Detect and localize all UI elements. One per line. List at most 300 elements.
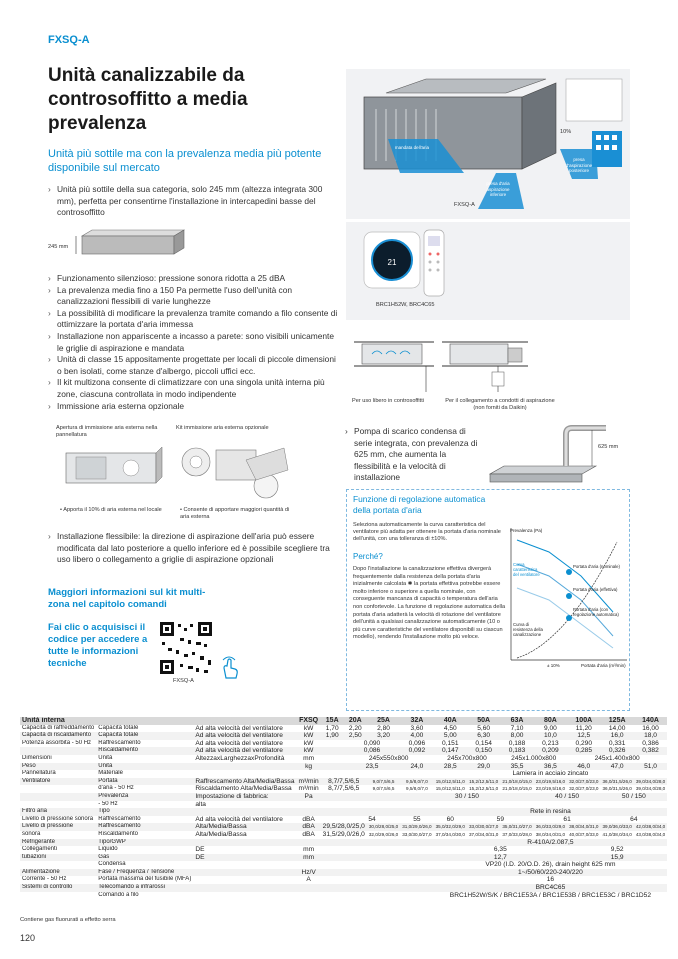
table-cell <box>367 770 400 778</box>
table-cell: d'aria - 50 Hz <box>98 785 134 792</box>
table-cell: Potenza assorbita - 50 Hz <box>22 739 92 746</box>
table-cell <box>193 861 296 869</box>
table-cell: 0,386 <box>642 739 659 747</box>
table-cell <box>367 892 400 900</box>
chart-annotation: Curva di resistenza della canalizzazione <box>513 622 543 637</box>
bullet-marker: › <box>345 426 348 436</box>
table-row <box>20 740 667 748</box>
table-cell: 2,80 <box>377 724 390 732</box>
table-cell: Collegamenti <box>22 846 58 853</box>
table-cell <box>367 846 400 854</box>
table-cell <box>367 854 400 862</box>
table-cell <box>367 884 400 892</box>
table-cell: Tipo <box>96 808 193 816</box>
table-cell <box>467 801 500 809</box>
table-cell: Ad alta velocità del ventilatore <box>195 815 283 823</box>
table-cell: Unità <box>96 763 193 771</box>
table-cell: 6,30 <box>467 732 500 740</box>
table-header-cell: 15A <box>321 717 344 725</box>
table-cell: 40 / 150 <box>534 793 601 801</box>
chart-tolerance: ± 10% <box>547 663 560 668</box>
table-cell: Corrente - 50 Hz <box>22 876 67 883</box>
page-title: Unità canalizzabile da controsoffitto a media prevalenza <box>48 65 248 134</box>
table-header-cell: 20A <box>344 717 367 725</box>
fresh-air-right-note-text: Consente di apportare maggiori quantità di aria esterna <box>180 507 290 520</box>
table-cell: Hz/V <box>297 869 321 877</box>
table-cell: 30 / 150 <box>400 793 534 801</box>
chart-annotation: Portata d'aria (nominale) <box>573 564 620 569</box>
table-cell: Fase / Frequenza / Tensione <box>96 869 193 877</box>
table-cell: mm <box>297 854 321 862</box>
table-cell: 14,00 <box>608 724 626 732</box>
table-cell <box>367 861 400 869</box>
table-cell <box>297 884 321 892</box>
bullet: › Immissione aria esterna opzionale <box>48 401 338 413</box>
duct-install-illustration <box>440 338 530 394</box>
table-cell <box>344 884 367 892</box>
table-cell: Filtro aria <box>20 808 96 816</box>
bullet-list-b <box>48 273 338 412</box>
table-cell: 18,0 <box>634 732 667 740</box>
table-cell <box>367 793 400 801</box>
chart-point <box>566 569 572 575</box>
table-header-cell: Unità interna <box>20 717 96 725</box>
table-cell: m³/min <box>298 785 319 793</box>
table-cell: mm <box>303 846 315 854</box>
table-cell: 6,35 <box>493 846 507 854</box>
table-cell: 33,0/30,0/27,0 <box>402 831 432 837</box>
table-cell: 15,2/12,5/11,0 <box>467 778 500 786</box>
table-cell: Riscaldamento Alta/Media/Bassa <box>195 785 292 793</box>
table-cell: 0,150 <box>467 747 500 755</box>
table-cell: 9,0/7,5/6,5 <box>372 786 395 792</box>
fan-curve <box>517 588 613 648</box>
table-cell <box>344 861 367 869</box>
bullet: › Il kit multizona consente di climatizzare con una singola unità interna più zone, ciascuna controllata in modo indipendente <box>48 377 338 400</box>
table-cell <box>400 869 433 877</box>
table-cell: Livello di pressione sonora <box>22 815 94 822</box>
qr-code[interactable] <box>158 620 214 676</box>
table-row <box>20 869 667 877</box>
table-header-cell: 80A <box>534 717 567 725</box>
table-cell: 0,090 <box>363 739 381 747</box>
free-install-caption: Per uso libero in controsoffitti <box>352 398 425 404</box>
table-cell: Tipo/GWP <box>96 839 193 847</box>
table-row <box>20 861 667 869</box>
table-cell: 1,90 <box>321 732 344 740</box>
table-cell: kW <box>303 724 314 732</box>
table-cell <box>367 869 400 877</box>
table-cell: kW <box>303 739 314 747</box>
table-cell: Impostazione di fabbrica: <box>193 793 296 801</box>
bullet: › La possibilità di modificare la prevalenza tramite comando a filo consente di ottimizzare la portata d'aria immessa <box>48 308 338 331</box>
fresh-air-right-note: • Consente di apportare maggiori quantità di aria esterna <box>180 507 290 520</box>
table-row <box>20 732 667 740</box>
table-cell: Sistemi di controllo <box>20 884 96 892</box>
table-cell: 8,7/7,5/6,5 <box>321 778 367 786</box>
table-cell: 37,0/33,0/28,0 <box>502 831 532 837</box>
table-cell: kW <box>297 747 321 755</box>
table-cell: dBA <box>297 823 321 831</box>
table-cell: 0,151 <box>442 739 459 747</box>
bullet: › Installazione flessibile: la direzione di aspirazione dell'aria può essere modificata dal lato posteriore a quello inferiore ed è possibile scegliere tra uso libero o collegamento a griglie di aspirazione opzionali <box>48 531 338 566</box>
auto-airflow-title: Funzione di regolazione automatica della portata d'aria <box>353 494 486 515</box>
table-cell: 5,60 <box>477 724 491 732</box>
table-row <box>20 831 667 839</box>
table-cell <box>321 763 344 771</box>
table-cell: 9,5/8,0/7,0 <box>406 786 428 792</box>
table-cell <box>193 839 296 847</box>
table-cell: 16,0 <box>600 732 633 740</box>
table-cell <box>367 801 400 809</box>
table-cell: 37,0/34,0/30,0 <box>435 831 465 837</box>
table-cell: Riscaldamento <box>98 830 138 837</box>
rear-intake-label: presa d'aspirazione posteriore <box>565 157 593 173</box>
table-header-row <box>20 717 667 725</box>
table-cell <box>500 801 533 809</box>
table-cell: 36,5 <box>534 763 567 771</box>
table-cell: 12,5 <box>567 732 600 740</box>
model-tag: FXSQ-A <box>48 34 90 46</box>
table-cell: 5,00 <box>434 732 467 740</box>
table-cell: 31,0/29,0/26,0 <box>402 824 432 830</box>
table-cell: 0,331 <box>608 739 626 747</box>
table-cell <box>297 861 321 869</box>
table-cell: 35,5 <box>500 763 533 771</box>
fresh-air-left-note-text: Apporta il 10% di aria esterna nel locale <box>63 507 162 513</box>
table-cell: 2,20 <box>348 724 362 732</box>
table-cell: 0,290 <box>575 739 593 747</box>
table-cell: Capacità di raffreddamento <box>22 724 95 731</box>
table-cell: Livello di pressione <box>20 823 96 831</box>
table-cell: 37,0/34,0/31,0 <box>468 831 499 837</box>
table-cell: 24,0 <box>400 763 433 771</box>
table-cell: 30,0/28,0/25,0 <box>368 824 399 830</box>
duct-install-caption: Per il collegamento a condotti di aspirazione (non forniti da Daikin) <box>445 398 555 411</box>
table-row <box>20 801 667 809</box>
table-cell: 8,00 <box>500 732 533 740</box>
table-cell: Refrigerante <box>20 839 96 847</box>
table-cell: 4,50 <box>443 724 457 732</box>
table-cell: Dimensioni <box>22 754 52 761</box>
table-cell: 12,7 <box>434 854 568 862</box>
table-cell: Telecomando a infrarossi <box>96 884 193 892</box>
fresh-air-left-title: Apertura di immissione aria esterna nella pannellatura <box>56 425 158 438</box>
table-cell <box>297 892 321 900</box>
table-cell: 0,382 <box>634 747 667 755</box>
chart-annotation: Portata d'aria (con regolazione automatica) <box>573 607 619 617</box>
table-cell: Liquido <box>98 846 118 853</box>
table-cell <box>321 793 344 801</box>
table-cell <box>321 816 344 824</box>
table-cell <box>20 892 96 900</box>
table-cell: Condensa <box>98 861 126 868</box>
table-cell: 55 <box>413 815 421 823</box>
table-cell <box>193 808 296 816</box>
table-header-cell: 25A <box>367 717 400 725</box>
bullet: › La prevalenza media fino a 150 Pa permette l'uso dell'unità con canalizzazioni flessibili di varie lunghezze <box>48 285 338 308</box>
table-cell: 38,0/34,0/31,0 <box>569 824 599 830</box>
drain-dimension: 625 mm <box>598 444 619 450</box>
auto-airflow-intro: Seleziona automaticamente la curva caratteristica del ventilatore più adatta per ottenere la portata d'aria nominale dell'unità, con una tolleranza di ±10%. <box>353 522 501 542</box>
table-cell: Raffrescamento <box>96 823 193 831</box>
table-cell: 0,188 <box>508 739 526 747</box>
table-cell: 32,0/27,0/23,0 <box>569 778 599 784</box>
drain-pump-desc: Pompa di scarico condensa di serie integrata, con prevalenza di 625 mm, che aumenta la flessibilità e la velocità di installazione <box>354 426 478 483</box>
table-cell: 31,5/29,0/26,0 <box>322 830 365 838</box>
table-cell: Ad alta velocità del ventilatore <box>193 747 296 755</box>
table-cell: 15,0/12,5/11,0 <box>435 786 465 792</box>
table-cell: 36,0/33,0/29,0 <box>535 824 566 830</box>
table-header-cell: 32A <box>400 717 433 725</box>
chart-annotation: Portata d'aria (effettiva) <box>573 587 618 592</box>
chart-annotation: Curva caratteristica del ventilatore <box>513 562 540 577</box>
table-cell <box>567 801 600 809</box>
table-cell <box>634 801 667 809</box>
table-row <box>20 884 667 892</box>
table-cell: 1~/50/60/220-240/220 <box>434 869 668 877</box>
table-cell: Prevalenza <box>96 793 193 801</box>
table-cell: DE <box>195 846 205 854</box>
table-cell: 0,147 <box>434 747 467 755</box>
table-cell: Raffrescamento <box>98 815 141 822</box>
table-cell: 1,70 <box>325 724 339 732</box>
table-cell <box>344 801 367 809</box>
table-cell: Rete in resina <box>434 808 668 816</box>
table-cell <box>321 770 344 778</box>
table-cell <box>344 876 367 884</box>
hero-caption: FXSQ-A <box>454 202 475 208</box>
table-cell <box>400 846 433 854</box>
qr-prompt: Fai clic o acquisisci il codice per accedere a tutte le informazioni tecniche <box>48 622 148 669</box>
table-cell: 40,0/37,0/33,0 <box>569 831 599 837</box>
table-cell <box>20 861 96 869</box>
table-cell: dBA <box>302 830 315 838</box>
table-cell <box>321 808 344 816</box>
table-cell <box>344 770 367 778</box>
table-header-cell: 50A <box>467 717 500 725</box>
table-cell: Pa <box>297 793 321 801</box>
table-cell: A <box>306 876 311 884</box>
table-cell: Alta/Media/Bassa <box>195 830 247 838</box>
table-cell <box>297 839 321 847</box>
table-cell: 8,7/7,5/6,5 <box>328 785 360 793</box>
table-cell <box>344 839 367 847</box>
table-cell <box>321 861 344 869</box>
table-cell <box>321 846 344 854</box>
table-header-cell: 100A <box>567 717 600 725</box>
table-cell: Capacità totale <box>96 732 193 740</box>
table-cell: 29,0 <box>467 763 500 771</box>
table-cell: 33,0/30,0/27,0 <box>468 824 499 830</box>
table-cell: 0,086 <box>344 747 400 755</box>
table-header-cell: 63A <box>500 717 533 725</box>
table-cell <box>193 876 296 884</box>
table-cell <box>400 801 433 809</box>
table-cell: - 50 Hz <box>98 800 118 807</box>
bullet-list-c <box>48 531 338 566</box>
table-row <box>20 793 667 801</box>
auto-airflow-panel <box>346 489 630 711</box>
table-cell <box>20 785 96 793</box>
table-row <box>20 876 667 884</box>
table-row <box>20 823 667 831</box>
table-cell: 0,183 <box>500 747 533 755</box>
table-row <box>20 770 667 778</box>
table-header-cell <box>193 717 296 725</box>
table-cell: 7,10 <box>510 724 524 732</box>
table-cell: 245x1.000x800 <box>511 754 557 762</box>
table-cell: BRC1H52W/S/K / BRC1E53A / BRC1E53B / BRC1E53C / BRC1D52 <box>449 891 651 899</box>
infrared-remote-icon <box>422 228 448 300</box>
table-cell <box>400 770 433 778</box>
table-cell: 2,50 <box>344 732 367 740</box>
table-cell: 0,092 <box>400 747 433 755</box>
table-cell <box>321 747 344 755</box>
table-cell: 39,0/36,0/33,0 <box>602 824 632 830</box>
table-cell: 245x550x800 <box>368 754 409 762</box>
controllers-image <box>346 222 630 320</box>
auto-airflow-body: Dopo l'installazione la canalizzazione effettiva divergerà frequentemente dalla resistenza della portata d'aria inizialmente calcolata ✱ la portata effettiva potrebbe essere molto inferiore o superiore a quella nominale, con conseguente mancanza di capacità o temperatura dell'aria non confortevole. La funzione di regolazione automatica della portata d'aria adatterà la velocità di rotazione del ventilatore dell'unità a qualsiasi canalizzazione automaticamente (10 o più curve caratteristiche del ventilatore disponibili su ciascun modello), rendendo l'installazione molto più veloce. <box>353 566 506 641</box>
table-cell: Peso <box>20 763 96 771</box>
table-cell: Raffrescamento <box>98 739 141 746</box>
table-cell: Alta/Media/Bassa <box>193 823 296 831</box>
table-cell: 41,0/38,0/34,0 <box>602 831 632 837</box>
page-number: 120 <box>20 933 36 943</box>
table-row <box>20 839 667 847</box>
table-row <box>20 816 667 824</box>
table-cell: 28,5 <box>434 763 467 771</box>
table-cell: 3,20 <box>367 732 400 740</box>
percent-label: 10% <box>560 129 572 135</box>
table-cell: R-410A/2.087,5 <box>434 839 668 847</box>
table-cell: 23,0/19,5/16,0 <box>535 786 566 792</box>
table-cell <box>321 740 344 748</box>
table-cell: Ad alta velocità del ventilatore <box>193 732 296 740</box>
table-cell: 0,213 <box>542 739 559 747</box>
bullet: › Unità di classe 15 appositamente progettate per locali di piccole dimensioni o ben isolati, come stanze d'albergo, piccoli uffici ecc. <box>48 354 338 377</box>
table-row <box>20 755 667 763</box>
controllers-caption: BRC1H52W, BRC4C65 <box>376 302 435 308</box>
footnote: Contiene gas fluorurati a effetto serra <box>20 917 116 923</box>
table-cell: Gas <box>96 854 193 862</box>
table-cell: 245x1.400x800 <box>594 754 640 762</box>
more-info-link[interactable]: Maggiori informazioni sul kit multi-zona nel capitolo comandi <box>48 587 206 610</box>
table-cell <box>367 876 400 884</box>
table-cell: 39,0/34,0/28,0 <box>635 786 666 792</box>
table-header-cell: 125A <box>600 717 633 725</box>
table-cell <box>321 869 344 877</box>
bullet-list-a <box>48 184 338 219</box>
table-cell <box>20 801 96 809</box>
table-cell: DE <box>193 854 296 862</box>
table-row <box>20 763 667 771</box>
table-cell: 32,0/27,0/23,0 <box>569 786 599 792</box>
table-cell: 47,0 <box>600 763 633 771</box>
table-cell: 43,0/38,0/34,0 <box>635 831 666 837</box>
table-cell: 61 <box>563 815 571 823</box>
table-cell <box>321 755 344 763</box>
table-cell: 4,00 <box>400 732 433 740</box>
table-cell: 9,5/8,0/7,0 <box>400 778 433 786</box>
drain-pump-text <box>346 426 481 484</box>
table-cell <box>297 770 321 778</box>
table-cell: Ventilatore <box>20 778 96 786</box>
table-cell <box>367 808 400 816</box>
table-cell: 3,60 <box>410 724 424 732</box>
bullet: › Funzionamento silenzioso: pressione sonora ridotta a 25 dBA <box>48 273 338 285</box>
table-cell: 35,0/32,0/29,0 <box>435 824 465 830</box>
table-cell: 21,0/18,0/15,0 <box>502 778 532 784</box>
table-cell <box>321 839 344 847</box>
table-cell: 21,0/18,0/15,0 <box>502 786 532 792</box>
table-cell: 0,154 <box>475 739 492 747</box>
table-cell: dBA <box>302 815 315 823</box>
table-cell: VP20 (I.D. 20/O.D. 26), drain height 625 mm <box>485 861 616 869</box>
table-cell <box>400 861 433 869</box>
table-row <box>20 854 667 862</box>
fresh-air-left-illustration <box>56 443 166 501</box>
table-cell <box>400 854 433 862</box>
table-cell <box>297 808 321 816</box>
table-cell: Portata <box>96 778 193 786</box>
table-cell: 0,326 <box>600 747 633 755</box>
dimension-label: 245 mm <box>48 244 69 250</box>
fresh-air-right-illustration <box>176 440 306 506</box>
table-header-cell: FXSQ <box>297 717 321 725</box>
tap-hand-icon <box>218 656 240 680</box>
table-cell: 23,0/19,5/16,0 <box>535 778 566 784</box>
table-cell: 42,0/38,0/34,0 <box>635 824 666 830</box>
table-cell: kW <box>297 732 321 740</box>
table-cell: BRC4C65 <box>434 884 668 892</box>
table-cell <box>20 793 96 801</box>
chart-point <box>566 593 572 599</box>
table-cell <box>400 839 433 847</box>
table-cell: 36,0/31,5/26,0 <box>602 778 632 784</box>
table-cell: Alimentazione <box>20 869 96 877</box>
table-cell <box>193 763 296 771</box>
table-header-cell: 40A <box>434 717 467 725</box>
chart-xlabel: Portata d'aria (m³/min) <box>581 663 626 668</box>
table-cell: 9,00 <box>543 724 557 732</box>
table-cell <box>344 869 367 877</box>
table-cell: Ad alta velocità del ventilatore <box>195 724 283 732</box>
table-cell <box>400 892 433 900</box>
bullet: › Installazione non appariscente a incasso a parete: sono visibili unicamente le griglie di aspirazione e mandata <box>48 331 338 354</box>
table-cell <box>344 793 367 801</box>
chart-point <box>566 615 572 621</box>
table-cell: tubazioni <box>20 854 96 862</box>
table-row <box>20 785 667 793</box>
table-cell <box>344 808 367 816</box>
table-cell <box>400 884 433 892</box>
table-header-cell <box>96 717 193 725</box>
table-cell: 35,0/31,0/27,0 <box>502 824 532 830</box>
bullet: › Unità più sottile della sua categoria, solo 245 mm (altezza integrata 300 mm), perfetta per consentirne l'installazione in intercapedini basse del controsoffitto <box>48 184 338 219</box>
table-cell: Raffrescamento Alta/Media/Bassa <box>195 777 295 785</box>
table-cell: 10,0 <box>534 732 567 740</box>
table-cell <box>193 884 296 892</box>
table-cell <box>321 801 344 809</box>
table-cell: 9,52 <box>610 846 624 854</box>
table-cell <box>534 801 567 809</box>
table-cell: 15,0/12,5/11,0 <box>434 778 467 786</box>
controller-display: 21 <box>387 258 397 267</box>
table-cell: 59 <box>496 815 505 823</box>
table-cell: 50 / 150 <box>600 793 667 801</box>
table-cell <box>400 808 433 816</box>
